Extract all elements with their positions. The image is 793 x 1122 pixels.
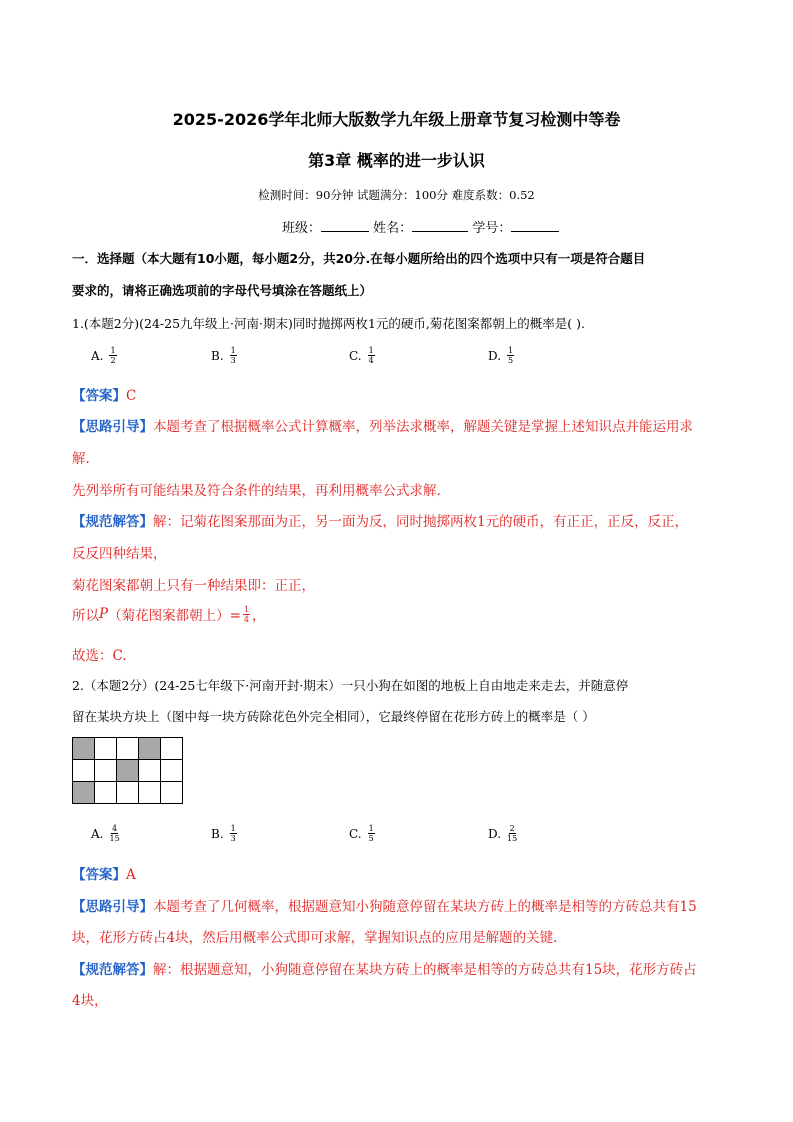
hint-text: 本题考查了几何概率，根据题意知小狗随意停留在某块方砖上的概率是相等的方砖总共有15 [153,899,697,915]
q2-answer [72,863,136,883]
section-heading: 一．选择题（本大题有10小题，每小题2分，共20分.在每小题所给出的四个选项中只有一项是符合题目 [72,251,646,266]
option-label: A. [91,826,104,841]
plain-tile [161,760,183,782]
plain-tile [95,738,117,760]
q1-option-d[interactable] [488,346,516,365]
q1-option-c[interactable] [349,346,377,365]
q2-solution-cont: 4块， [72,993,108,1009]
flower-tile [117,760,139,782]
q1-option-a[interactable] [91,346,119,365]
q1-stem: 1.(本题2分)(24-25九年级上·河南·期末)同时抛掷两枚1元的硬币,菊花图案都朝上的概率是( ). [72,316,585,331]
id-field[interactable] [511,219,559,232]
q2-stem-cont: 留在某块方块上（图中每一块方砖除花色外完全相同），它最终停留在花形方砖上的概率是（ ） [72,709,595,724]
option-fraction: $\frac{2}{15}$ [507,824,518,843]
q2-option-d[interactable] [488,824,519,843]
answer-tag: 【答案】 [72,867,126,883]
class-label: 班级： [282,221,322,236]
q2-hint [72,895,697,915]
option-fraction: $\frac{1}{4}$ [368,346,374,365]
chapter-title: 第3章 概率的进一步认识 [308,151,485,170]
answer-tag: 【答案】 [72,388,126,404]
solution-text: 解：根据题意知，小狗随意停留在某块方砖上的概率是相等的方砖总共有15块，花形方砖占 [153,962,697,978]
section-heading-cont: 要求的，请将正确选项前的字母代号填涂在答题纸上） [72,283,373,298]
id-label: 学号： [472,221,512,236]
plain-tile [139,760,161,782]
formula-fraction: $\frac{1}{4}$ [243,604,249,624]
plain-tile [161,738,183,760]
q1-hint-cont: 解. [72,451,90,467]
option-fraction: $\frac{4}{15}$ [109,824,120,843]
q2-option-a[interactable] [91,824,122,843]
option-label: D. [488,826,502,841]
hint-text: 本题考查了根据概率公式计算概率，列举法求概率，解题关键是掌握上述知识点并能运用求 [153,419,693,435]
q1-hint [72,415,693,435]
student-info-row [282,217,559,236]
option-fraction: $\frac{1}{5}$ [368,824,374,843]
q1-hint-cont2: 先列举所有可能结果及符合条件的结果，再利用概率公式求解. [72,483,441,499]
option-fraction: $\frac{1}{3}$ [230,824,236,843]
q1-solution-cont: 反反四种结果， [72,546,167,562]
q1-solution [72,510,688,530]
class-field[interactable] [321,219,369,232]
flower-tile [139,738,161,760]
q1-solution-formula: 所以 P （菊花图案都朝上）= $\frac{1}{4}$ ， [72,604,266,624]
plain-tile [161,782,183,804]
solution-tag: 【规范解答】 [72,514,153,530]
page-title: 2025-2026学年北师大版数学九年级上册章节复习检测中等卷 [172,110,621,129]
hint-tag: 【思路引导】 [72,899,153,915]
plain-tile [95,760,117,782]
flower-tile [73,738,95,760]
option-label: C. [349,348,362,363]
q2-hint-cont: 块，花形方砖占4块，然后用概率公式即可求解，掌握知识点的应用是解题的关键. [72,930,558,946]
option-label: A. [91,348,104,363]
q1-solution-cont2: 菊花图案都朝上只有一种结果即：正正， [72,578,315,594]
option-label: D. [488,348,502,363]
q2-solution [72,958,697,978]
option-fraction: $\frac{1}{5}$ [508,346,514,365]
q1-answer [72,384,136,404]
plain-tile [117,738,139,760]
tile-floor-figure [72,737,183,804]
name-field[interactable] [412,219,468,232]
option-label: C. [349,826,362,841]
q2-option-c[interactable] [349,824,377,843]
plain-tile [95,782,117,804]
plain-tile [117,782,139,804]
option-fraction: $\frac{1}{3}$ [230,346,236,365]
solution-tag: 【规范解答】 [72,962,153,978]
answer-value: A [126,867,136,883]
q1-conclusion: 故选：C. [72,648,127,664]
flower-tile [73,782,95,804]
answer-value: C [126,388,137,404]
solution-text: 解：记菊花图案那面为正，另一面为反，同时抛掷两枚1元的硬币，有正正，正反，反正， [153,514,689,530]
plain-tile [139,782,161,804]
option-fraction: $\frac{1}{2}$ [110,346,116,365]
name-label: 姓名： [373,221,413,236]
option-label: B. [211,826,224,841]
q2-option-b[interactable] [211,824,239,843]
q2-stem: 2.（本题2分）(24-25七年级下·河南开封·期末）一只小狗在如图的地板上自由地走来走去，并随意停 [72,678,629,693]
plain-tile [73,760,95,782]
hint-tag: 【思路引导】 [72,419,153,435]
option-label: B. [211,348,224,363]
exam-meta: 检测时间：90分钟 试题满分：100分 难度系数：0.52 [258,188,535,202]
q1-option-b[interactable] [211,346,239,365]
